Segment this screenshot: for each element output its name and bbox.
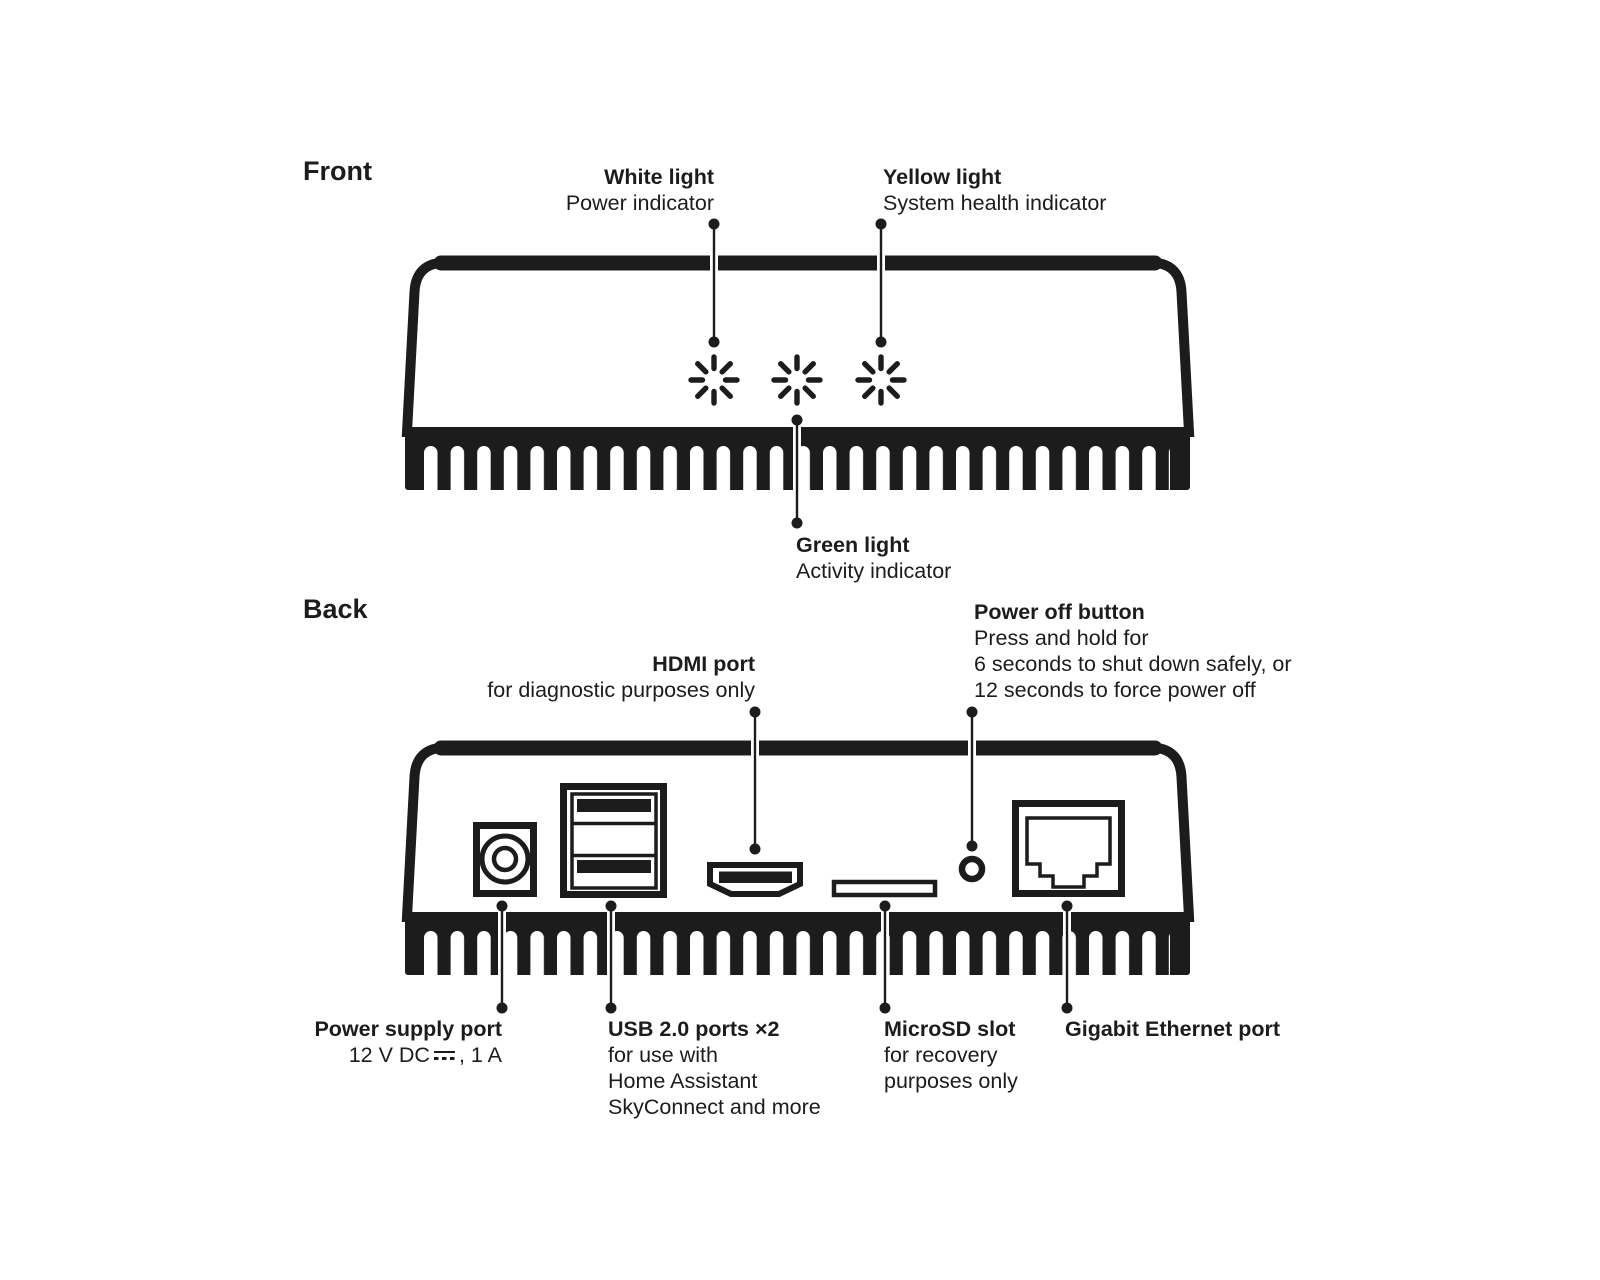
- front-heading: Front: [303, 156, 372, 186]
- power-off-button-drawing: [962, 859, 982, 879]
- power-off-desc-line: Press and hold for: [974, 626, 1149, 650]
- microsd-slot-drawing: [834, 882, 935, 895]
- power-off-title: Power off button: [974, 600, 1145, 624]
- microsd-title: MicroSD slot: [884, 1017, 1016, 1041]
- yellow-light-desc: System health indicator: [883, 191, 1107, 215]
- power-supply-port-drawing: [477, 826, 534, 894]
- green-light-desc: Activity indicator: [796, 559, 952, 583]
- hdmi-title: HDMI port: [652, 652, 755, 676]
- green-light-label: [796, 532, 951, 584]
- microsd-label: [884, 1016, 1018, 1094]
- white-light-leader: [709, 219, 720, 348]
- back-heading: Back: [303, 594, 368, 624]
- green-light-title: Green light: [796, 533, 910, 557]
- microsd-desc-line: purposes only: [884, 1069, 1018, 1093]
- power-supply-leader: [497, 901, 508, 1014]
- usb-desc-line: for use with: [608, 1043, 718, 1067]
- usb-title: USB 2.0 ports ×2: [608, 1017, 780, 1041]
- back-device-drawing: [405, 748, 1190, 976]
- microsd-leader: [880, 901, 891, 1014]
- ethernet-leader: [1062, 901, 1073, 1014]
- power-off-leader: [967, 707, 978, 852]
- dc-symbol-icon: [434, 1049, 455, 1063]
- yellow-light-leader: [876, 219, 887, 348]
- usb-desc-line: Home Assistant: [608, 1069, 758, 1093]
- power-supply-spec-suffix: , 1 A: [458, 1043, 502, 1067]
- white-light-title: White light: [604, 165, 714, 189]
- hdmi-port-drawing: [710, 865, 800, 894]
- power-supply-spec-prefix: 12 V DC: [348, 1043, 430, 1067]
- white-light-label: [566, 164, 714, 216]
- power-supply-spec: [314, 1042, 502, 1068]
- usb-ports-drawing: [564, 787, 664, 895]
- power-supply-label: [314, 1016, 502, 1068]
- ethernet-title: Gigabit Ethernet port: [1065, 1017, 1280, 1041]
- usb-desc-line: SkyConnect and more: [608, 1095, 821, 1119]
- hdmi-leader: [750, 707, 761, 855]
- power-off-desc-line: 12 seconds to force power off: [974, 678, 1256, 702]
- back-heatsink: [405, 913, 1190, 975]
- green-light-leader: [792, 415, 803, 529]
- ethernet-label: [1065, 1016, 1280, 1042]
- hdmi-desc: for diagnostic purposes only: [487, 678, 755, 702]
- hdmi-label: [487, 651, 755, 703]
- yellow-light-title: Yellow light: [883, 165, 1002, 189]
- power-off-label: [974, 599, 1292, 703]
- ethernet-port-drawing: [1016, 804, 1122, 894]
- usb-label: [608, 1016, 821, 1120]
- power-supply-title: Power supply port: [314, 1017, 502, 1041]
- yellow-light-label: [883, 164, 1106, 216]
- white-light-desc: Power indicator: [565, 191, 714, 215]
- usb-leader: [606, 901, 617, 1014]
- power-off-desc-line: 6 seconds to shut down safely, or: [974, 652, 1292, 676]
- microsd-desc-line: for recovery: [884, 1043, 998, 1067]
